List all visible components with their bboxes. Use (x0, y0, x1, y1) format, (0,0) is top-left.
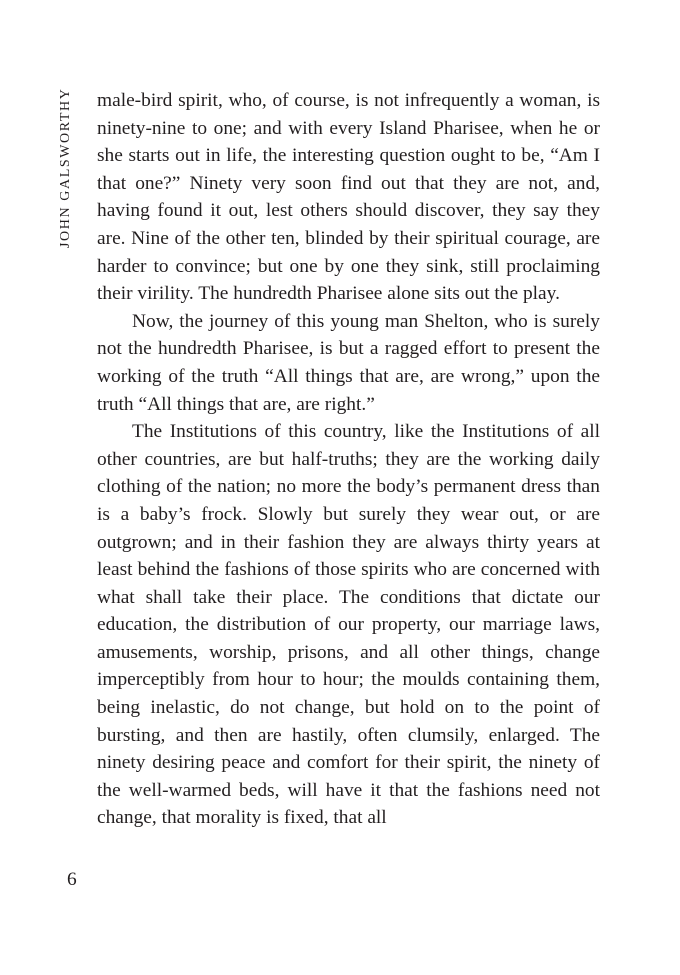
paragraph-1: male-bird spirit, who, of course, is not infrequently a woman, is ninety-nine to one; and with every Island Pharisee, when he or she starts out in life, the interesting question ought to be, “Am I that one?” Ninety very soon find out that they are not, and, having found it out, lest others should discover, they say they are. Nine of the other ten, blinded by their spiritual courage, are harder to convince; but one by one they sink, still proclaiming their virility. The hundredth Pharisee alone sits out the play. (97, 90, 600, 305)
paragraph-2: Now, the journey of this young man Shelton, who is surely not the hundredth Pharisee, is but a ragged effort to present the working of the truth “All things that are, are wrong,” upon the truth “All things that are, are right.” (97, 310, 600, 415)
page-number: 6 (67, 869, 77, 890)
body-text (97, 87, 600, 832)
running-head: JOHN GALSWORTHY (58, 88, 73, 249)
paragraph-3: The Institutions of this country, like the Institutions of all other countries, are but half-truths; they are the working daily clothing of the nation; no more the body’s permanent dress than is a baby’s frock. Slowly but surely they wear out, or are outgrown; and in their fashion they are always thirty years at least behind the fashions of those spirits who are concerned with what shall take their place. The conditions that dictate our education, the distribution of our property, our marriage laws, amusements, worship, prisons, and all other things, change imperceptibly from hour to hour; the moulds containing them, being inelastic, do not change, but hold on to the point of bursting, and then are hastily, often clumsily, enlarged. The ninety desiring peace and comfort for their spirit, the ninety of the well-warmed beds, will have it that the fashions need not change, that morality is fixed, that all (97, 421, 600, 829)
